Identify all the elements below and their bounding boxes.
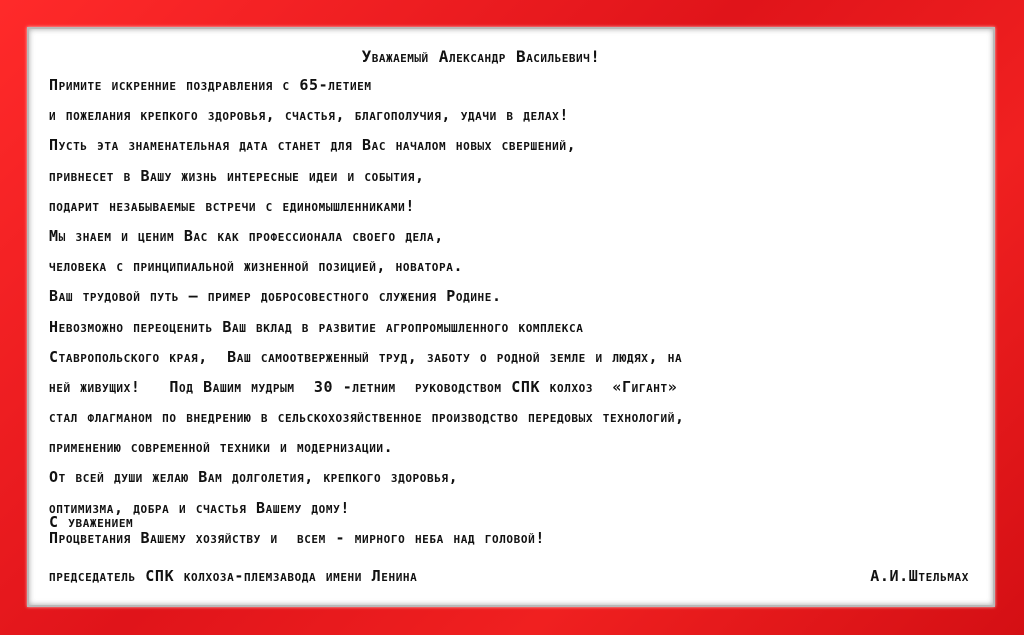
letter-line: Пусть эта знаменательная дата станет для Вас началом новых свершений, (49, 136, 577, 155)
letter-line: человека с принципиальной жизненной позицией, новатора. (49, 257, 464, 276)
letter-line: и пожелания крепкого здоровья, счастья, благополучия, удачи в делах! (49, 106, 570, 125)
letter-line: привнесет в Вашу жизнь интересные идеи и события, (49, 166, 425, 185)
letter-line: Примите искренние поздравления с 65-летием (49, 76, 372, 94)
signature-block (49, 567, 969, 585)
letter-line: оптимизма, добра и счастья Вашему дому! (49, 498, 350, 517)
letter-line: Мы знаем и ценим Вас как профессионала своего дела, (49, 226, 444, 245)
signature-title: председатель СПК колхоза-племзавода имени Ленина (49, 567, 418, 585)
signature-name: А.И.Штельмах (870, 567, 969, 585)
letter-line: применению современной техники и модернизации. (49, 438, 394, 457)
letter-line: Процветания Вашему хозяйству и всем - мирного неба над головой! (49, 528, 545, 547)
letter-line: Ставропольского края, Ваш самоотверженный труд, заботу о родной земле и людях, на (49, 347, 683, 366)
letter-line: ней живущих! Под Вашим мудрым 30 -летним руководством СПК колхоз «Гигант» (49, 377, 678, 396)
letter-line: подарит незабываемые встречи с единомышленниками! (49, 196, 415, 215)
letter-line: От всей души желаю Вам долголетия, крепкого здоровья, (49, 468, 459, 487)
letter-body (49, 73, 979, 556)
letter-line: Невозможно переоценить Ваш вклад в развитие агропромышленного комплекса (49, 317, 584, 336)
letter-line: Ваш трудовой путь — пример добросовестного служения Родине. (49, 287, 502, 306)
letter-closing: С уважением (49, 513, 134, 531)
letter-paper (27, 27, 995, 607)
letter-line: стал флагманом по внедрению в сельскохозяйственное производство передовых технологий, (49, 408, 685, 427)
letter-greeting: Уважаемый Александр Васильевич! (361, 47, 601, 66)
